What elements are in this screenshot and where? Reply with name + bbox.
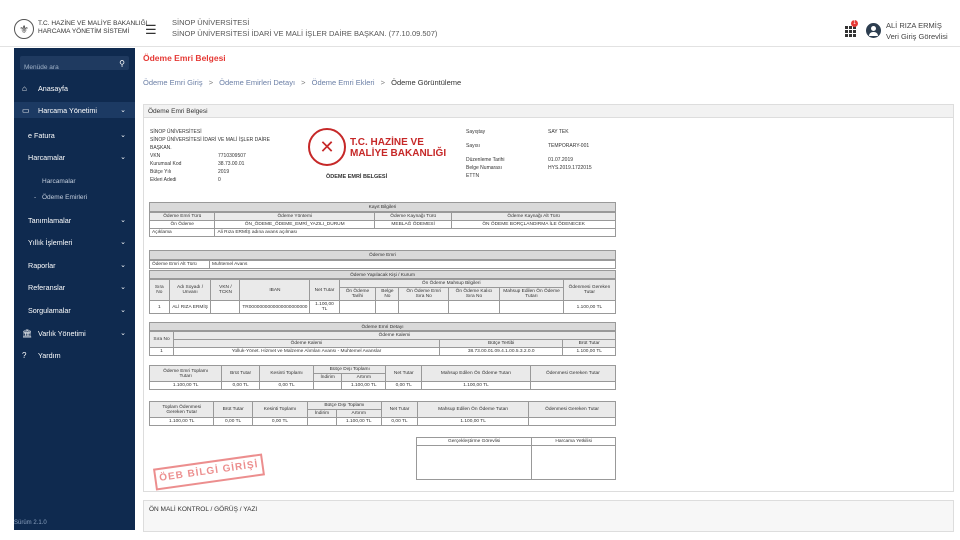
brand-line2: HARCAMA YÖNETİM SİSTEMİ — [38, 28, 130, 35]
kayit-bilgileri-table — [149, 212, 616, 237]
table-cell: MEBLAĞ ÖDEMESİ — [375, 221, 452, 229]
sidebar-item-harcamalar[interactable] — [14, 153, 135, 163]
menu-search — [20, 56, 129, 70]
column-group-header: Bütçe Dışı Toplamı — [314, 366, 386, 374]
field-label: Kurumsal Kod — [150, 161, 182, 167]
chevron-right-icon: > — [208, 78, 214, 87]
table-cell: Yolluk-Yönet. Hizmet ve Malzeme Alımları Avansı - Muhtemel Avanslar — [174, 348, 440, 356]
ministry-logo-icon: ⚜ — [14, 19, 34, 39]
column-header: Net Tutar — [381, 402, 417, 418]
top-bar — [0, 0, 960, 47]
signature-cell — [417, 446, 532, 480]
column-header: Ödeme Kaynağı Türü — [375, 213, 452, 221]
table-cell: Ön Ödeme — [150, 221, 215, 229]
table-cell — [339, 301, 376, 314]
table-cell: 0,00 TL — [259, 382, 313, 390]
field-value: HYS.2019.1722015 — [548, 165, 592, 171]
sidebar-item-referanslar[interactable] — [14, 283, 135, 293]
field-label: Düzenleme Tarihi — [466, 157, 505, 163]
column-header: Adı Soyadı / Unvanı — [169, 280, 211, 301]
table-cell: 0,00 TL — [252, 418, 307, 426]
breadcrumb — [143, 78, 465, 87]
table-cell — [399, 301, 448, 314]
column-header: İndirim — [308, 410, 337, 418]
table-cell — [530, 382, 615, 390]
toplam-label: Ödeme Emri Toplamı — [163, 368, 209, 374]
column-header: Bütçe Tertibi — [439, 340, 562, 348]
column-header: Mahsup Edilen Ön Ödeme Tutarı — [422, 366, 531, 382]
column-header: İndirim — [314, 374, 342, 382]
panel-title: ÖN MALİ KONTROL / GÖRÜŞ / YAZI — [149, 506, 258, 513]
toplam-label2: Gereken Tutar — [166, 409, 198, 415]
column-group-header: Ödeme Kalemi — [174, 332, 616, 340]
help-icon: ? — [22, 351, 27, 360]
table-cell: 1.100,00 TL — [150, 382, 222, 390]
table-cell: 1.100,00 TL — [150, 418, 214, 426]
table-cell — [376, 301, 399, 314]
table-cell: 1.100,00 TL — [418, 418, 529, 426]
breadcrumb-item[interactable]: Ödeme Emri Ekleri — [311, 78, 375, 87]
breadcrumb-item[interactable]: Ödeme Emirleri Detayı — [219, 78, 296, 87]
chevron-down-icon: ⌄ — [120, 239, 126, 246]
odeme-emri-table — [149, 260, 616, 269]
table-cell: 0,00 TL — [386, 382, 422, 390]
column-header: Ödenmesi Gereken Tutar — [530, 366, 615, 382]
toplam-label: Toplam Ödenmesi — [162, 404, 202, 410]
table-cell — [314, 382, 342, 390]
column-header: IBAN — [240, 280, 310, 301]
sidebar-item-anasayfa[interactable] — [14, 84, 135, 94]
sidebar-item-tanimlamalar[interactable] — [14, 216, 135, 226]
field-label: Sayıştay — [466, 129, 486, 135]
chevron-down-icon: ⌄ — [120, 307, 126, 314]
field-label: Belge Numarası — [466, 165, 502, 171]
organization — [172, 17, 437, 39]
sidebar-item-label: Referanslar — [28, 283, 66, 292]
sidebar-item-yardim[interactable] — [14, 351, 135, 361]
column-header: VKN / TCKN — [211, 280, 240, 301]
column-header: Net Tutar — [310, 280, 339, 301]
odeme-emri-toplam-table — [149, 365, 616, 390]
field-label: VKN — [150, 153, 161, 159]
doc-left-fields — [150, 129, 270, 183]
table-cell: Ali Rıza ERMİŞ adına avans açılması — [215, 229, 616, 237]
chevron-right-icon: > — [380, 78, 386, 87]
column-header: Mahsup Edilen Ön Ödeme Tutarı — [500, 288, 564, 301]
table-cell: 1.100,00 TL — [563, 301, 615, 314]
stamp: ÖEB BİLGİ GİRİŞİ — [153, 453, 265, 490]
user-role: Veri Giriş Görevlisi — [886, 32, 948, 41]
breadcrumb-item[interactable]: Ödeme Emri Giriş — [143, 78, 203, 87]
column-header: Sıra No — [150, 280, 170, 301]
home-icon: ⌂ — [22, 84, 27, 93]
chevron-down-icon: ⌄ — [120, 262, 126, 269]
table-cell: Ödeme Emri Alt Türü — [150, 261, 210, 269]
field-value: 0 — [218, 177, 221, 183]
user-info[interactable] — [886, 20, 948, 42]
sidebar-item-label: Harcamalar — [28, 153, 66, 162]
table-cell: 0,00 TL — [214, 418, 252, 426]
column-header: Ödenmesi Gereken Tutar — [563, 280, 615, 301]
column-header: Artırım — [336, 410, 381, 418]
column-header: Ödeme Kaynağı Alt Türü — [452, 213, 616, 221]
field-label: Bütçe Yılı — [150, 169, 172, 175]
field-label: SİNOP ÜNİVERSİTESİ İDARİ VE MALİ İŞLER DAİRE — [150, 137, 270, 143]
chevron-down-icon: ⌄ — [120, 132, 126, 139]
column-header: Gerçekleştirme Görevlisi — [417, 438, 532, 446]
column-header: Belge No — [376, 288, 399, 301]
sidebar-item-label: Varlık Yönetimi — [38, 329, 86, 338]
column-header: Net Tutar — [386, 366, 422, 382]
table-row — [150, 229, 616, 237]
sidebar-item-label: e Fatura — [28, 131, 55, 140]
column-header: Ödenmesi Gereken Tutar — [529, 402, 616, 418]
brand — [38, 20, 147, 36]
menu-toggle-icon[interactable]: ☰ — [145, 22, 157, 37]
field-label: BAŞKAN. — [150, 145, 172, 151]
table-cell: 1.100,00 TL — [563, 348, 616, 356]
brand-line1: T.C. HAZİNE VE MALİYE BAKANLIĞI — [38, 20, 148, 27]
column-header: Ön Ödeme Tarihi — [339, 288, 376, 301]
chevron-down-icon: ⌄ — [120, 217, 126, 224]
table-cell: 1.100,00 TL — [310, 301, 339, 314]
table-cell: Muhtemel Avans — [210, 261, 616, 269]
field-label: ETTN — [466, 173, 480, 179]
sidebar-item-varlik-yonetimi[interactable] — [14, 329, 135, 339]
on-mali-kontrol-panel — [143, 500, 954, 532]
org-unit: SİNOP ÜNİVERSİTESİ İDARİ VE MALİ İŞLER DAİRE BAŞKAN. (77.10.09.507) — [172, 29, 438, 38]
breadcrumb-current: Ödeme Görüntüleme — [391, 78, 462, 87]
chevron-down-icon: ⌄ — [120, 154, 126, 161]
column-header: Mahsup Edilen Ön Ödeme Tutarı — [418, 402, 529, 418]
sidebar-subitem-harcamalar[interactable] — [14, 178, 135, 187]
table-cell: ÖN_ÖDEME_ÖDEME_EMRİ_YAZILI_DURUM — [215, 221, 375, 229]
ministry-logo — [308, 128, 458, 176]
sidebar-item-label: Anasayfa — [38, 84, 68, 93]
sidebar-item-label: Ödeme Emirleri — [42, 194, 88, 201]
table-cell: 0,00 TL — [381, 418, 417, 426]
toplam-odenecek-table — [149, 401, 616, 426]
table-row — [150, 418, 616, 426]
sidebar-item-label: Harcama Yönetimi — [38, 106, 97, 115]
sidebar-item-label: Tanımlamalar — [28, 216, 72, 225]
column-header: Harcama Yetkilisi — [532, 438, 616, 446]
ministry-name: T.C. HAZİNE VE MALİYE BAKANLIĞI — [350, 137, 447, 159]
sidebar-item-label: Raporlar — [28, 261, 56, 270]
notification-badge[interactable]: 1 — [851, 20, 858, 27]
chevron-down-icon: ⌄ — [120, 330, 126, 337]
section-hak-sahibi: Ödeme Yapılacak Kişi / Kurum — [149, 270, 616, 279]
table-cell: TR0000000000000000000000 — [240, 301, 310, 314]
table-row — [150, 221, 616, 229]
user-avatar-icon[interactable] — [866, 23, 881, 38]
column-header: Brüt Tutar — [222, 366, 260, 382]
field-label: Sayısı — [466, 143, 480, 149]
table-row — [150, 348, 616, 356]
table-cell: ALİ RIZA ERMİŞ — [169, 301, 211, 314]
table-row — [150, 382, 616, 390]
column-header: Ön Ödeme Emri Sıra No — [399, 288, 448, 301]
sidebar-item-label: Yıllık İşlemleri — [28, 238, 73, 247]
bullet-icon: - — [34, 194, 37, 201]
sidebar-item-harcama-yonetimi[interactable] — [14, 102, 135, 118]
table-cell: 1.100,00 TL — [342, 382, 386, 390]
sidebar-item-sorgulamalar[interactable] — [14, 306, 135, 316]
chevron-down-icon: ⌄ — [120, 284, 126, 291]
table-cell — [308, 418, 337, 426]
column-group-header: Ön Ödeme Mahsup Bilgileri — [339, 280, 563, 288]
toplam-label2: Tutarı — [179, 373, 192, 379]
column-header: Brüt Tutar — [563, 340, 616, 348]
imza-table — [416, 437, 616, 480]
page-title: Ödeme Emri Belgesi — [143, 53, 226, 63]
field-value: TEMPORARY-001 — [548, 143, 590, 149]
field-value: 2019 — [218, 169, 230, 175]
bank-icon: 🏛 — [22, 329, 33, 338]
sidebar-item-raporlar[interactable] — [14, 261, 135, 271]
column-header: Kesinti Toplamı — [252, 402, 307, 418]
table-cell: 1 — [150, 348, 174, 356]
credit-card-icon: ▭ — [22, 106, 30, 115]
sidebar-item-label: Harcamalar — [42, 178, 76, 185]
sidebar-item-label: Sorgulamalar — [28, 306, 71, 315]
field-value: SAY TEK — [548, 129, 569, 135]
section-odeme-detay: Ödeme Emri Detayı — [149, 322, 616, 331]
document-title: ÖDEME EMRİ BELGESİ — [326, 174, 388, 180]
table-cell: 1.100,00 TL — [336, 418, 381, 426]
hak-sahibi-table — [149, 279, 616, 314]
apps-grid-icon[interactable] — [845, 26, 855, 36]
field-value: 7710309507 — [218, 153, 246, 159]
table-cell — [529, 418, 616, 426]
odeme-detay-table — [149, 331, 616, 356]
table-cell — [448, 301, 499, 314]
field-label: SİNOP ÜNİVERSİTESİ — [150, 129, 202, 135]
sidebar-item-e-fatura[interactable] — [14, 131, 135, 141]
column-header: Sıra No — [150, 332, 174, 348]
document-panel — [143, 104, 954, 492]
version-label: Sürüm 2.1.0 — [14, 520, 47, 526]
org-name: SİNOP ÜNİVERSİTESİ — [172, 18, 250, 27]
table-cell: 1.100,00 TL — [422, 382, 531, 390]
column-header: Ön Ödeme Kalıcı Sıra No — [448, 288, 499, 301]
column-header: Ödeme Kalemi — [174, 340, 440, 348]
user-name: ALİ RIZA ERMİŞ — [886, 21, 942, 30]
field-value: 01.07.2019 — [548, 157, 574, 163]
column-header: Brüt Tutar — [214, 402, 252, 418]
column-header: Artırım — [342, 374, 386, 382]
table-cell: Açıklama — [150, 229, 215, 237]
table-cell — [211, 301, 240, 314]
table-cell: 0,00 TL — [222, 382, 260, 390]
column-group-header: Bütçe Dışı Toplamı — [308, 402, 382, 410]
sidebar-subitem-odeme-emirleri[interactable] — [14, 194, 135, 203]
table-row — [150, 301, 616, 314]
column-header: Kesinti Toplamı — [259, 366, 313, 382]
table-cell: 1 — [150, 301, 170, 314]
panel-title: Ödeme Emri Belgesi — [144, 105, 953, 118]
signature-cell — [532, 446, 616, 480]
doc-right-fields — [466, 129, 592, 179]
field-label: Ekleri Adedi — [150, 177, 177, 183]
row-header — [150, 366, 222, 382]
table-cell — [500, 301, 564, 314]
table-row — [417, 446, 616, 480]
row-header — [150, 402, 214, 418]
sidebar-item-yillik-islemleri[interactable] — [14, 238, 135, 248]
chevron-right-icon: > — [301, 78, 306, 87]
sidebar — [14, 48, 135, 530]
column-header: Ödeme Yöntemi — [215, 213, 375, 221]
section-kayit-bilgileri: Kayıt Bilgileri — [149, 202, 616, 212]
menu-search-input[interactable] — [20, 61, 110, 75]
column-header: Ödeme Emri Türü — [150, 213, 215, 221]
table-cell: ÖN ÖDEME BORÇLANDIRMA İLE ÖDENECEK — [452, 221, 616, 229]
sidebar-item-label: Yardım — [38, 351, 61, 360]
ministry-emblem-icon: ✕ — [308, 128, 346, 166]
table-cell: 38.73.00.01.09.4.1.00.5.3.2.0.0 — [439, 348, 562, 356]
chevron-down-icon: ⌄ — [120, 107, 126, 114]
search-icon[interactable]: ⚲ — [119, 59, 125, 68]
field-value: 38.73.00.01 — [218, 161, 245, 167]
section-odeme-emri: Ödeme Emri — [149, 250, 616, 260]
